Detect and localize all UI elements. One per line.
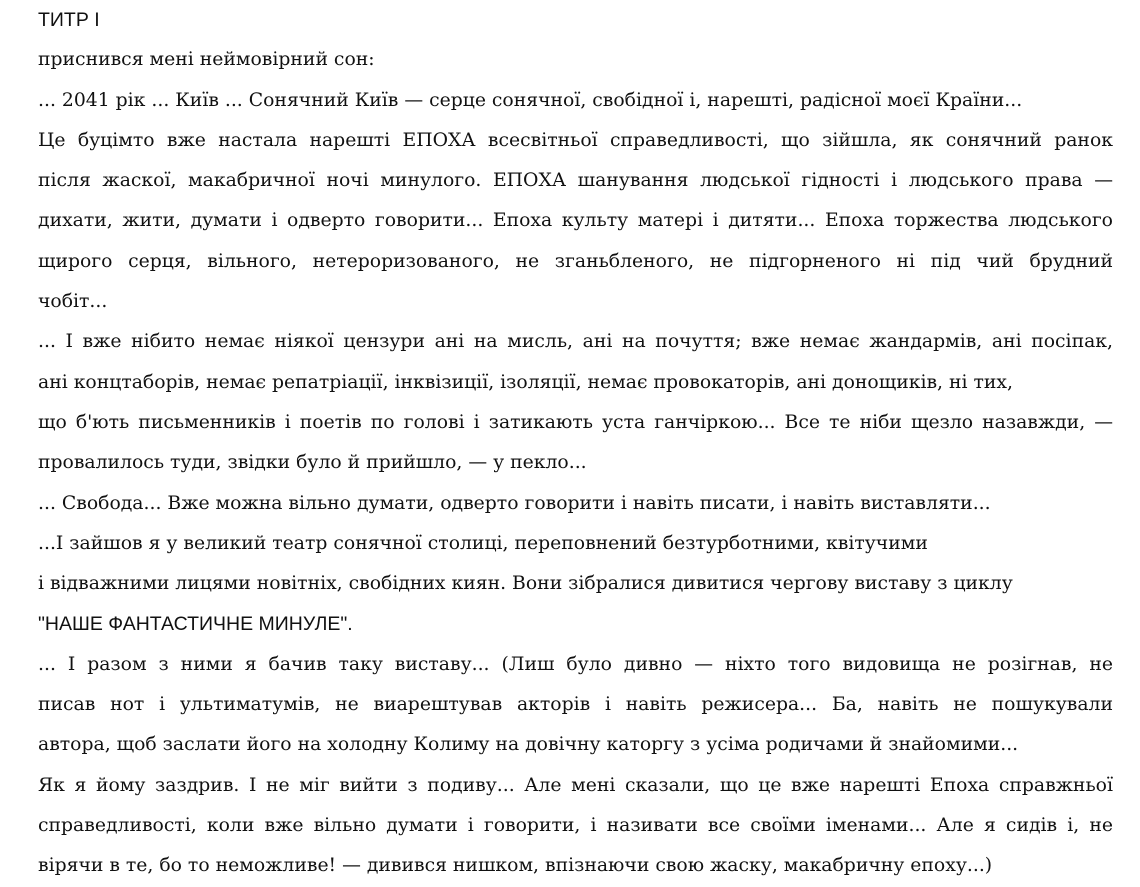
text-line: ... Свобода... Вже можна вільно думати, одверто говорити і навіть писати, і навіть виставляти... [38,492,991,514]
text-line: Це буцімто вже настала нарешті ЕПОХА всесвітньої справедливості, що зійшла, як сонячний ранок [38,129,1113,151]
text-line: вірячи в те, бо то неможливе! — дивився нишком, впізнаючи свою жаску, макабричну епоху...) [38,855,993,877]
text-line: автора, щоб заслати його на холодну Колиму на довічну каторгу з усіма родичами й знайомими... [38,734,1019,756]
text-line: чобіт... [38,291,108,313]
text-line: ані концтаборів, немає репатріації, інквізиції, ізоляції, немає провокаторів, ані донощиків, ні тих, [38,371,1013,393]
text-line: писав нот і ультиматумів, не виарештував акторів і навіть режисера... Ба, навіть не пошукували [38,694,1113,716]
text-line: ...І зайшов я у великий театр сонячної столиці, переповнений безтурботними, квітучими [38,532,928,554]
text-line: ... І вже нібито немає ніякої цензури ані на мисль, ані на почуття; вже немає жандармів, ані посіпак, [38,331,1113,353]
text-line: приснився мені неймовірний сон: [38,49,375,71]
text-line: Як я йому заздрив. І не міг вийти з подиву... Але мені сказали, що це вже нарешті Епоха справжньої [38,774,1113,796]
text-line: щирого серця, вільного, нетероризованого, не зганьбленого, не підгорненого ні під чий брудний [38,250,1113,272]
document-body [38,0,1113,887]
text-line: ... 2041 рік ... Київ ... Сонячний Київ — серце сонячної, свобідної і, нарешті, радісної моєї Країни... [38,89,1023,111]
text-line: і відважними лицями новітніх, свобідних киян. Вони зібралися дивитися чергову виставу з циклу [38,573,1013,595]
text-line: ... І разом з ними я бачив таку виставу... (Лиш було дивно — ніхто того видовища не розігнав, не [38,653,1113,675]
text-line: після жаскої, макабричної ночі минулого. ЕПОХА шанування людської гідності і людського права — [38,170,1113,192]
text-line: дихати, жити, думати і одверто говорити... Епоха культу матері і дитяти... Епоха торжества людського [38,210,1113,232]
document-title: ТИТР І [38,9,100,31]
text-line: що б'ють письменників і поетів по голові і затикають уста ганчіркою... Все те ніби щезло назавжди, — [38,411,1113,433]
text-line: "НАШЕ ФАНТАСТИЧНЕ МИНУЛЕ". [38,613,353,636]
text-line: справедливості, коли вже вільно думати і говорити, і називати все своїми іменами... Але я сидів і, не [38,814,1113,836]
text-line: провалилось туди, звідки було й прийшло, — у пекло... [38,452,587,474]
